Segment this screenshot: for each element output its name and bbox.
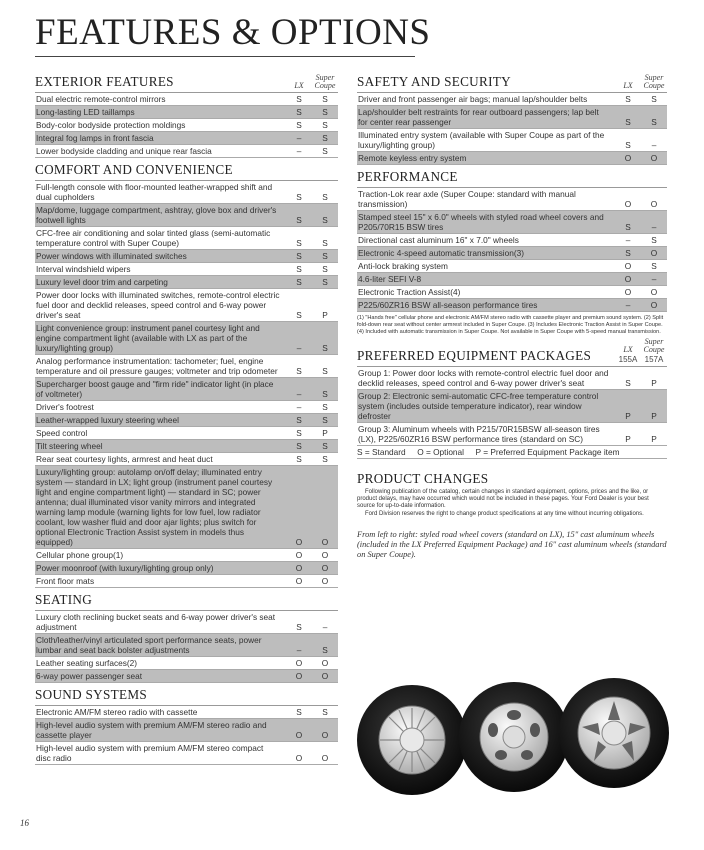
feature-row (35, 440, 338, 453)
feature-label: Luxury cloth reclining bucket seats and 6-way power driver's seat adjustment (36, 612, 276, 632)
super-coupe-availability: S (322, 707, 328, 717)
super-coupe-availability: O (650, 153, 658, 163)
super-coupe-availability: S (322, 366, 328, 376)
page-title: FEATURES & OPTIONS (35, 12, 431, 53)
feature-label: Supercharger boost gauge and "firm ride" indicator light (in place of voltmeter) (36, 379, 274, 399)
feature-label: Rear seat courtesy lights, armrest and heat duct (36, 454, 213, 464)
super-coupe-availability: O (321, 753, 329, 763)
super-coupe-availability: O (321, 576, 329, 586)
feature-row (357, 234, 667, 247)
super-coupe-availability: – (651, 222, 657, 232)
super-coupe-availability: S (322, 415, 328, 425)
super-coupe-availability: S (322, 402, 328, 412)
feature-label: 4.6-liter SEFI V-8 (358, 274, 422, 284)
lx-availability: – (625, 300, 631, 310)
pep-heading: PREFERRED EQUIPMENT PACKAGES (357, 348, 592, 363)
left-column (35, 70, 338, 765)
super-coupe-availability: O (321, 537, 329, 547)
feature-label: Directional cast aluminum 16" x 7.0" wheels (358, 235, 519, 245)
super-coupe-availability: – (651, 274, 657, 284)
lx-availability: O (624, 153, 632, 163)
feature-row (35, 250, 338, 263)
super-coupe-availability: S (651, 117, 657, 127)
super-coupe-availability: P (322, 428, 328, 438)
super-coupe-availability: S (322, 454, 328, 464)
feature-label: Full-length console with floor-mounted leather-wrapped shift and dual cupholders (36, 182, 273, 202)
pep-code-sc: 157A (644, 355, 664, 364)
feature-row (35, 575, 338, 588)
feature-row (35, 742, 338, 765)
col-header-super: Super (315, 73, 335, 82)
super-coupe-availability: O (650, 248, 658, 258)
feature-label: Driver's footrest (36, 402, 94, 412)
feature-label: High-level audio system with premium AM/FM stereo compact disc radio (36, 743, 264, 763)
col-header-super: Super (644, 337, 664, 346)
product-changes-body-2: Ford Division reserves the right to change product specifications at any time without incurring obligations. (365, 510, 644, 517)
lx-availability: S (296, 215, 302, 225)
lx-availability: O (295, 671, 303, 681)
lx-availability: S (625, 117, 631, 127)
feature-row (35, 466, 338, 549)
feature-row (35, 670, 338, 683)
lx-availability: – (296, 645, 302, 655)
preferred-equipment-section (357, 337, 667, 459)
lx-availability: – (296, 389, 302, 399)
feature-label: Stamped steel 15" x 6.0" wheels with styled road wheel covers and P205/70R15 BSW tires (358, 212, 604, 232)
feature-row (357, 286, 667, 299)
pep-code-lx: 155A (618, 355, 638, 364)
feature-label: High-level audio system with premium AM/FM stereo radio and cassette player (36, 720, 267, 740)
lx-availability: O (624, 287, 632, 297)
lx-availability: S (296, 428, 302, 438)
feature-label: CFC-free air conditioning and solar tinted glass (semi-automatic temperature control with Super Coupe) (36, 228, 271, 248)
lx-availability: O (295, 658, 303, 668)
super-coupe-availability: S (322, 94, 328, 104)
lx-availability: P (625, 434, 631, 444)
feature-label: Power door locks with illuminated switches, remote-control electric fuel door and decklid releases, speed control and 6-way power driver's seat (36, 290, 280, 320)
section-heading (35, 590, 338, 611)
section-heading (35, 160, 338, 181)
feature-section (357, 167, 667, 312)
legend: S = Standard O = Optional P = Preferred Equipment Package item (357, 446, 667, 459)
lx-availability: O (295, 537, 303, 547)
cast-aluminum-wheel-16 (559, 678, 669, 788)
super-coupe-availability: S (322, 238, 328, 248)
lx-availability: S (296, 192, 302, 202)
feature-label: Traction-Lok rear axle (Super Coupe: standard with manual transmission) (358, 189, 576, 209)
super-coupe-availability: O (650, 199, 658, 209)
pep-rows (357, 367, 667, 446)
col-header-lx: LX (294, 81, 304, 90)
footnotes: (1) "Hands free" cellular phone and electronic AM/FM stereo radio with cassette player and premium sound system. (2) Split fold-down rear seat without center armrest included in Super Coupe. (3) Includes Electronic Traction Assist in Super Coupe. (4) Included with automatic transmission in Super Coupe. Not available in Super Coupe with 5-speed manual transmission. (357, 315, 664, 335)
col-header-lx: LX (623, 81, 633, 90)
feature-row (35, 204, 338, 227)
feature-label: Leather-wrapped luxury steering wheel (36, 415, 179, 425)
lx-availability: S (296, 707, 302, 717)
lx-availability: O (624, 274, 632, 284)
wheels-photo (352, 675, 672, 795)
super-coupe-availability: O (321, 658, 329, 668)
lx-availability: O (624, 261, 632, 271)
super-coupe-availability: P (651, 434, 657, 444)
col-header-coupe: Coupe (314, 81, 336, 90)
super-coupe-availability: P (322, 310, 328, 320)
feature-row (35, 549, 338, 562)
lx-availability: O (624, 199, 632, 209)
feature-row (35, 706, 338, 719)
super-coupe-availability: O (321, 563, 329, 573)
lx-availability: S (296, 277, 302, 287)
super-coupe-availability: O (321, 550, 329, 560)
feature-row (357, 247, 667, 260)
super-coupe-availability: S (651, 235, 657, 245)
lx-availability: S (296, 441, 302, 451)
feature-label: Remote keyless entry system (358, 153, 467, 163)
feature-label: Cellular phone group(1) (36, 550, 124, 560)
feature-label: Group 3: Aluminum wheels with P215/70R15BSW all-season tires (LX), P225/60ZR16 BSW performance tires (standard on SC) (358, 424, 600, 444)
super-coupe-availability: P (651, 411, 657, 421)
section-heading (357, 167, 667, 188)
lx-availability: – (296, 133, 302, 143)
feature-row (357, 129, 667, 152)
feature-row (35, 276, 338, 289)
product-changes-section (357, 471, 667, 518)
feature-label: 6-way power passenger seat (36, 671, 143, 681)
feature-row (35, 263, 338, 276)
feature-label: Lap/shoulder belt restraints for rear outboard passengers; lap belt for center rear passenger (358, 107, 599, 127)
feature-row (35, 181, 338, 204)
lx-availability: – (296, 343, 302, 353)
feature-row (35, 119, 338, 132)
feature-label: Speed control (36, 428, 88, 438)
lx-availability: S (625, 378, 631, 388)
lx-availability: S (296, 454, 302, 464)
page-number: 16 (20, 818, 29, 828)
super-coupe-availability: S (322, 264, 328, 274)
section-title: SEATING (35, 592, 93, 607)
feature-label: Interval windshield wipers (36, 264, 131, 274)
title-rule (35, 56, 415, 57)
section-title: SOUND SYSTEMS (35, 687, 147, 702)
feature-section (357, 72, 667, 165)
feature-label: Electronic 4-speed automatic transmission(3) (358, 248, 525, 258)
feature-label: Leather seating surfaces(2) (36, 658, 138, 668)
feature-label: Power windows with illuminated switches (36, 251, 187, 261)
col-header-super: Super (644, 73, 664, 82)
feature-label: Anti-lock braking system (358, 261, 448, 271)
right-column (357, 70, 667, 560)
feature-row (357, 93, 667, 106)
feature-row (35, 657, 338, 670)
lx-availability: S (296, 238, 302, 248)
product-changes-body: Following publication of the catalog, certain changes in standard equipment, options, prices and the like, or product delays, may have occurred which would not be included in these pages. Your Ford Dealer is your best source for up-to-date information. (357, 489, 649, 510)
feature-row (35, 132, 338, 145)
feature-section (35, 160, 338, 588)
col-header-coupe: Coupe (643, 345, 665, 354)
lx-availability: S (625, 140, 631, 150)
feature-row (35, 453, 338, 466)
feature-label: Long-lasting LED taillamps (36, 107, 135, 117)
feature-label: Cloth/leather/vinyl articulated sport performance seats, power lumbar and seat back bolster adjustments (36, 635, 262, 655)
lx-availability: O (295, 753, 303, 763)
lx-availability: P (625, 411, 631, 421)
section-heading (35, 685, 338, 706)
feature-row (35, 106, 338, 119)
section-heading (35, 72, 338, 93)
lx-availability: S (296, 94, 302, 104)
feature-row (35, 414, 338, 427)
product-changes-heading: PRODUCT CHANGES (357, 471, 489, 486)
feature-label: P225/60ZR16 BSW all-season performance tires (358, 300, 538, 310)
lx-availability: S (296, 310, 302, 320)
lx-availability: O (295, 563, 303, 573)
feature-label: Analog performance instrumentation: tachometer; fuel, engine temperature and oil pressure gauges; voltmeter and trip odometer (36, 356, 278, 376)
feature-label: Luxury/lighting group: autolamp on/off delay; illuminated entry system — standard in LX; light group (instrument panel courtesy light and engine compartment light) — standard in SC; power antenna; dual illuminated visor vanity mirrors and integrated warning lamp module (warning lights for low fuel, low radiator coolant, low washer fluid and door ajar lights; plus switch for optional Electronic Traction Assist system in models thus equipped) (36, 467, 273, 547)
super-coupe-availability: P (651, 378, 657, 388)
section-title: SAFETY AND SECURITY (357, 74, 511, 89)
feature-label: Front floor mats (36, 576, 95, 586)
cast-aluminum-wheel-15 (459, 682, 569, 792)
super-coupe-availability: S (322, 133, 328, 143)
feature-label: Electronic Traction Assist(4) (358, 287, 461, 297)
feature-row (35, 289, 338, 322)
lx-availability: O (295, 730, 303, 740)
feature-label: Light convenience group: instrument panel courtesy light and engine compartment light (available with LX as part of the luxury/lighting group) (36, 323, 260, 353)
section-heading (357, 337, 667, 367)
feature-row (35, 378, 338, 401)
feature-row (35, 227, 338, 250)
super-coupe-availability: S (322, 251, 328, 261)
lx-availability: S (625, 222, 631, 232)
feature-label: Electronic AM/FM stereo radio with cassette (36, 707, 198, 717)
super-coupe-availability: O (650, 287, 658, 297)
feature-row (357, 273, 667, 286)
section-title: COMFORT AND CONVENIENCE (35, 162, 233, 177)
feature-row (35, 611, 338, 634)
lx-availability: – (625, 235, 631, 245)
super-coupe-availability: O (321, 730, 329, 740)
feature-label: Group 2: Electronic semi-automatic CFC-free temperature control system (includes outside temperature indicator), rear window defroster (358, 391, 599, 421)
super-coupe-availability: S (322, 192, 328, 202)
super-coupe-availability: – (322, 622, 328, 632)
lx-availability: – (296, 402, 302, 412)
feature-section (35, 590, 338, 683)
lx-availability: O (295, 550, 303, 560)
feature-label: Dual electric remote-control mirrors (36, 94, 166, 104)
lx-availability: – (296, 146, 302, 156)
super-coupe-availability: O (650, 300, 658, 310)
super-coupe-availability: S (322, 277, 328, 287)
right-sections (357, 72, 667, 312)
super-coupe-availability: S (322, 645, 328, 655)
lx-availability: S (296, 120, 302, 130)
feature-row (35, 322, 338, 355)
lx-availability: S (625, 94, 631, 104)
section-title: PERFORMANCE (357, 169, 458, 184)
super-coupe-availability: S (322, 441, 328, 451)
super-coupe-availability: – (651, 140, 657, 150)
col-header-coupe: Coupe (643, 81, 665, 90)
feature-label: Map/dome, luggage compartment, ashtray, glove box and driver's footwell lights (36, 205, 277, 225)
super-coupe-availability: S (322, 146, 328, 156)
feature-row (35, 355, 338, 378)
feature-row (357, 299, 667, 312)
feature-row (35, 145, 338, 158)
super-coupe-availability: S (322, 215, 328, 225)
feature-label: Integral fog lamps in front fascia (36, 133, 154, 143)
feature-row (357, 106, 667, 129)
feature-label: Body-color bodyside protection moldings (36, 120, 186, 130)
section-heading (357, 72, 667, 93)
feature-row (357, 367, 667, 390)
lx-availability: S (625, 248, 631, 258)
feature-row (357, 423, 667, 446)
feature-section (35, 72, 338, 158)
lx-availability: S (296, 264, 302, 274)
wheel-caption: From left to right: styled road wheel covers (standard on LX), 15" cast aluminum wheels (included in the LX Preferred Equipment Package) and 16" cast aluminum wheels (standard on Super Coupe). (357, 529, 667, 559)
feature-row (357, 390, 667, 423)
super-coupe-availability: S (651, 261, 657, 271)
feature-row (35, 427, 338, 440)
feature-label: Luxury level door trim and carpeting (36, 277, 168, 287)
super-coupe-availability: O (321, 671, 329, 681)
lx-availability: O (295, 576, 303, 586)
super-coupe-availability: S (322, 343, 328, 353)
feature-label: Tilt steering wheel (36, 441, 103, 451)
feature-row (357, 152, 667, 165)
feature-label: Driver and front passenger air bags; manual lap/shoulder belts (358, 94, 588, 104)
section-title: EXTERIOR FEATURES (35, 74, 174, 89)
super-coupe-availability: S (322, 120, 328, 130)
feature-label: Illuminated entry system (available with Super Coupe as part of the luxury/lighting group) (358, 130, 605, 150)
feature-row (357, 211, 667, 234)
feature-row (35, 93, 338, 106)
feature-label: Group 1: Power door locks with remote-control electric fuel door and decklid releases, speed control and 6-way power driver's seat (358, 368, 609, 388)
feature-row (35, 719, 338, 742)
lx-availability: S (296, 251, 302, 261)
super-coupe-availability: S (651, 94, 657, 104)
feature-label: Power moonroof (with luxury/lighting group only) (36, 563, 214, 573)
wheel-cover-lx (357, 685, 467, 795)
feature-row (35, 401, 338, 414)
feature-section (35, 685, 338, 765)
feature-row (357, 260, 667, 273)
feature-row (357, 188, 667, 211)
col-header-lx: LX (623, 345, 633, 354)
lx-availability: S (296, 107, 302, 117)
lx-availability: S (296, 622, 302, 632)
feature-label: Lower bodyside cladding and unique rear fascia (36, 146, 212, 156)
super-coupe-availability: S (322, 107, 328, 117)
feature-row (35, 562, 338, 575)
super-coupe-availability: S (322, 389, 328, 399)
lx-availability: S (296, 415, 302, 425)
lx-availability: S (296, 366, 302, 376)
feature-row (35, 634, 338, 657)
